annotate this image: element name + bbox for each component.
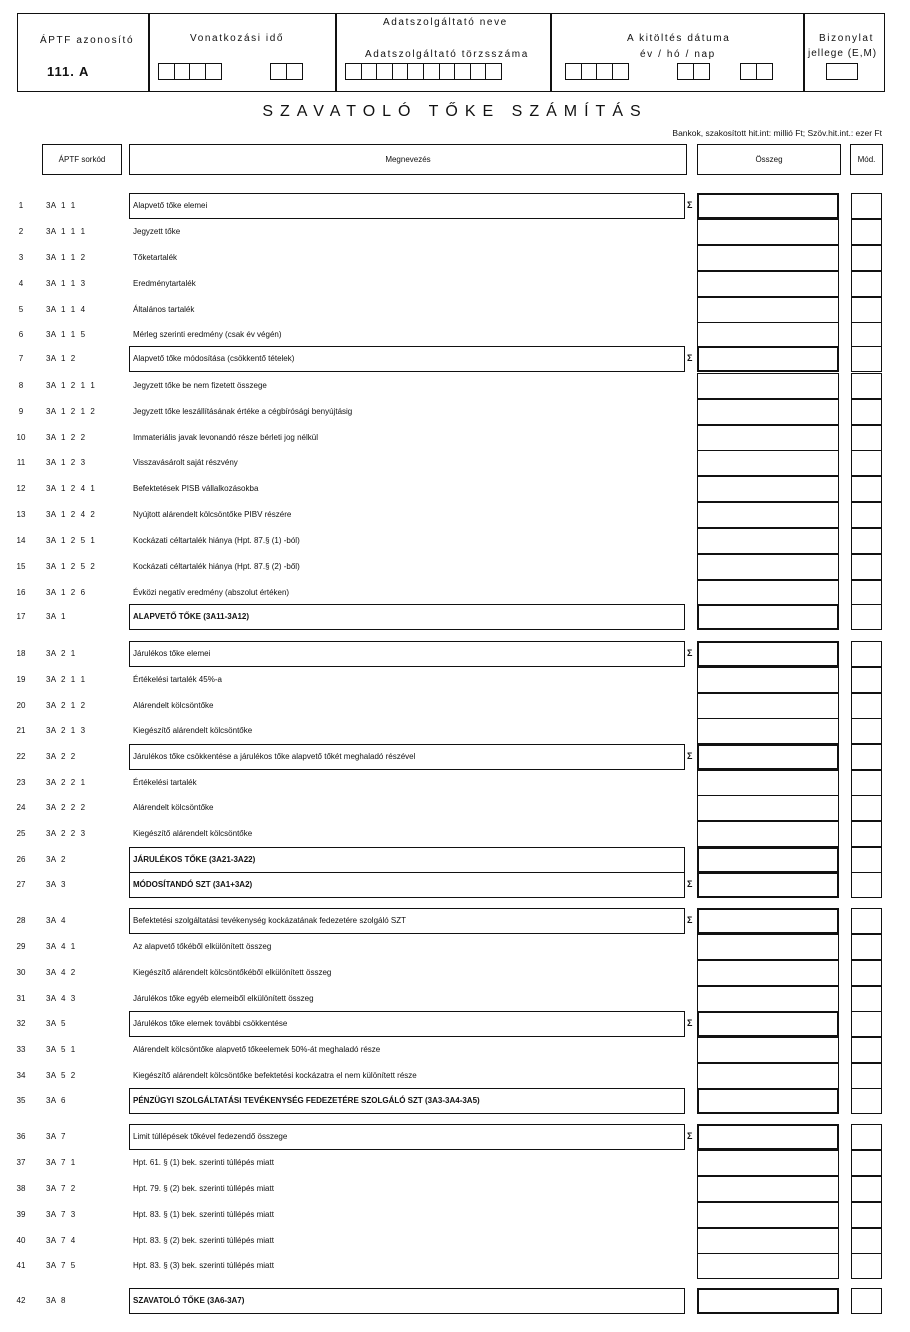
modification-field[interactable]	[851, 1063, 882, 1089]
amount-field[interactable]	[697, 373, 839, 399]
row-code: 3A 6	[46, 1096, 66, 1105]
row-label: Járulékos tőke elemek további csökkentése	[133, 1019, 288, 1028]
modification-field[interactable]	[851, 1088, 882, 1114]
row-label: Járulékos tőke egyéb elemeiből elkülönített összeg	[133, 994, 314, 1003]
row-code: 3A 7 1	[46, 1158, 76, 1167]
row-number: 27	[16, 880, 26, 889]
row-label: Alárendelt kölcsöntőke alapvető tőkeelemek 50%-át meghaladó része	[133, 1045, 381, 1054]
row-label: Kockázati céltartalék hiánya (Hpt. 87.§ (2) -ből)	[133, 562, 300, 571]
row-label: Járulékos tőke csökkentése a járulékos tőke alapvető tőkét meghaladó részével	[133, 752, 416, 761]
row-code: 3A 1 2 4 2	[46, 510, 96, 519]
row-number: 5	[18, 305, 24, 314]
amount-field[interactable]	[697, 604, 839, 630]
row-label: Alapvető tőke elemei	[133, 201, 208, 210]
modification-field[interactable]	[851, 346, 882, 372]
row-number: 38	[16, 1184, 26, 1193]
sigma-icon: Σ	[687, 879, 693, 889]
row-label: Befektetési szolgáltatási tevékenység kockázatának fedezetére szolgáló SZT	[133, 916, 407, 925]
row-code: 3A 7 2	[46, 1184, 76, 1193]
row-code: 3A 5 2	[46, 1071, 76, 1080]
modification-field[interactable]	[851, 1150, 882, 1176]
row-number: 35	[16, 1096, 26, 1105]
row-code: 3A 1 1 3	[46, 279, 86, 288]
provider-id-cells[interactable]	[345, 63, 501, 80]
row-number: 17	[16, 612, 26, 621]
modification-field[interactable]	[851, 1124, 882, 1150]
row-code: 3A 2 2 2	[46, 803, 86, 812]
row-number: 42	[16, 1296, 26, 1305]
row-label: Kiegészítő alárendelt kölcsöntőkéből elkülönített összeg	[133, 968, 332, 977]
reference-period-cells[interactable]	[158, 63, 220, 80]
row-name-box	[129, 193, 685, 219]
amount-field[interactable]	[697, 322, 839, 348]
row-code: 3A 1 1 2	[46, 253, 86, 262]
row-label: Értékelési tartalék	[133, 778, 197, 787]
modification-field[interactable]	[851, 193, 882, 219]
document-type-label: Bizonylat	[819, 33, 874, 44]
provider-id-label: Adatszolgáltató törzsszáma	[365, 49, 529, 60]
amount-field[interactable]	[697, 744, 839, 770]
period-year-cell[interactable]	[158, 63, 175, 80]
amount-field[interactable]	[697, 502, 839, 528]
row-number: 15	[16, 562, 26, 571]
amount-field[interactable]	[697, 1063, 839, 1089]
row-code: 3A 7 4	[46, 1236, 76, 1245]
reference-period-month-cells[interactable]	[270, 63, 301, 80]
modification-field[interactable]	[851, 476, 882, 502]
amount-field[interactable]	[697, 528, 839, 554]
row-number: 9	[18, 407, 24, 416]
period-year-cell[interactable]	[205, 63, 222, 80]
provider-id-cell[interactable]	[376, 63, 393, 80]
row-code: 3A 2 1	[46, 649, 76, 658]
amount-field[interactable]	[697, 476, 839, 502]
amount-field[interactable]	[697, 934, 839, 960]
modification-field[interactable]	[851, 641, 882, 667]
amount-field[interactable]	[697, 821, 839, 847]
row-label: Kiegészítő alárendelt kölcsöntőke	[133, 829, 253, 838]
row-label: ALAPVETŐ TŐKE (3A11-3A12)	[133, 612, 250, 621]
row-number: 14	[16, 536, 26, 545]
amount-field[interactable]	[697, 399, 839, 425]
provider-id-cell[interactable]	[407, 63, 424, 80]
amount-field[interactable]	[697, 554, 839, 580]
provider-id-cell[interactable]	[454, 63, 471, 80]
modification-field[interactable]	[851, 1288, 882, 1314]
row-code: 3A 2 1 2	[46, 701, 86, 710]
modification-field[interactable]	[851, 1037, 882, 1063]
provider-name-label: Adatszolgáltató neve	[383, 17, 508, 28]
modification-field[interactable]	[851, 1011, 882, 1037]
row-number: 3	[18, 253, 24, 262]
row-number: 6	[18, 330, 24, 339]
modification-field[interactable]	[851, 934, 882, 960]
provider-id-cell[interactable]	[361, 63, 378, 80]
modification-field[interactable]	[851, 847, 882, 873]
amount-field[interactable]	[697, 1011, 839, 1037]
row-code: 3A 4	[46, 916, 66, 925]
sigma-icon: Σ	[687, 915, 693, 925]
modification-field[interactable]	[851, 1202, 882, 1228]
row-number: 13	[16, 510, 26, 519]
modification-field[interactable]	[851, 297, 882, 323]
modification-field[interactable]	[851, 693, 882, 719]
row-code: 3A 1 2 5 1	[46, 536, 96, 545]
date-day-cell[interactable]	[756, 63, 773, 80]
row-code: 3A 4 2	[46, 968, 76, 977]
row-label: Hpt. 83. § (2) bek. szerinti túllépés miatt	[133, 1236, 274, 1245]
amount-field[interactable]	[697, 641, 839, 667]
period-month-cell[interactable]	[270, 63, 287, 80]
amount-field[interactable]	[697, 960, 839, 986]
row-label: Évközi negatív eredmény (abszolut értéken)	[133, 588, 290, 597]
row-label: Immateriális javak levonandó része bérleti jog nélkül	[133, 433, 318, 442]
amount-field[interactable]	[697, 297, 839, 323]
date-month-cell[interactable]	[677, 63, 694, 80]
modification-field[interactable]	[851, 580, 882, 606]
sigma-icon: Σ	[687, 353, 693, 363]
amount-field[interactable]	[697, 795, 839, 821]
modification-field[interactable]	[851, 795, 882, 821]
period-year-cell[interactable]	[174, 63, 191, 80]
row-label: Alapvető tőke módosítása (csökkentő tételek)	[133, 354, 295, 363]
column-header-name: Megnevezés	[129, 144, 687, 175]
row-label: Hpt. 83. § (3) bek. szerinti túllépés miatt	[133, 1261, 274, 1270]
amount-field[interactable]	[697, 667, 839, 693]
sigma-icon: Σ	[687, 1131, 693, 1141]
amount-field[interactable]	[697, 718, 839, 744]
row-label: MÓDOSÍTANDÓ SZT (3A1+3A2)	[133, 880, 253, 889]
date-year-cell[interactable]	[612, 63, 629, 80]
amount-field[interactable]	[697, 1288, 839, 1314]
modification-field[interactable]	[851, 1176, 882, 1202]
column-header-mod: Mód.	[850, 144, 883, 175]
provider-id-cell[interactable]	[485, 63, 502, 80]
row-number: 31	[16, 994, 26, 1003]
amount-field[interactable]	[697, 693, 839, 719]
row-number: 26	[16, 855, 26, 864]
unit-note: Bankok, szakosított hit.int: millió Ft; Szöv.hit.int.: ezer Ft	[672, 128, 882, 138]
row-number: 28	[16, 916, 26, 925]
amount-field[interactable]	[697, 1088, 839, 1114]
date-month-cell[interactable]	[693, 63, 710, 80]
row-code: 3A 2 1 3	[46, 726, 86, 735]
modification-field[interactable]	[851, 245, 882, 271]
row-number: 18	[16, 649, 26, 658]
amount-field[interactable]	[697, 908, 839, 934]
modification-field[interactable]	[851, 604, 882, 630]
row-code: 3A 4 3	[46, 994, 76, 1003]
amount-field[interactable]	[697, 450, 839, 476]
amount-field[interactable]	[697, 1176, 839, 1202]
modification-field[interactable]	[851, 450, 882, 476]
row-code: 3A 7 3	[46, 1210, 76, 1219]
modification-field[interactable]	[851, 960, 882, 986]
row-label: Hpt. 83. § (1) bek. szerinti túllépés miatt	[133, 1210, 274, 1219]
row-number: 11	[16, 458, 26, 467]
row-number: 34	[16, 1071, 26, 1080]
modification-field[interactable]	[851, 502, 882, 528]
date-day-cell[interactable]	[740, 63, 757, 80]
row-code: 3A 3	[46, 880, 66, 889]
amount-field[interactable]	[697, 219, 839, 245]
document-type-cells[interactable]	[826, 63, 857, 80]
modification-field[interactable]	[851, 667, 882, 693]
modification-field[interactable]	[851, 425, 882, 451]
page-title: SZAVATOLÓ TŐKE SZÁMÍTÁS	[262, 103, 648, 120]
amount-field[interactable]	[697, 847, 839, 873]
row-number: 36	[16, 1132, 26, 1141]
row-code: 3A 1	[46, 612, 66, 621]
row-label: Jegyzett tőke be nem fizetett összege	[133, 381, 267, 390]
date-year-cell[interactable]	[565, 63, 582, 80]
modification-field[interactable]	[851, 718, 882, 744]
header-divider	[803, 13, 805, 92]
row-number: 16	[16, 588, 26, 597]
amount-field[interactable]	[697, 193, 839, 219]
amount-field[interactable]	[697, 872, 839, 898]
amount-field[interactable]	[697, 986, 839, 1012]
modification-field[interactable]	[851, 1253, 882, 1279]
column-header-code: ÁPTF sorkód	[42, 144, 122, 175]
amount-field[interactable]	[697, 770, 839, 796]
row-code: 3A 2 2	[46, 752, 76, 761]
header-divider	[550, 13, 552, 92]
amount-field[interactable]	[697, 425, 839, 451]
row-label: Jegyzett tőke	[133, 227, 181, 236]
date-year-cells[interactable]	[565, 63, 627, 80]
modification-field[interactable]	[851, 528, 882, 554]
row-label: SZAVATOLÓ TŐKE (3A6-3A7)	[133, 1296, 245, 1305]
row-name-box	[129, 641, 685, 667]
amount-field[interactable]	[697, 271, 839, 297]
sigma-icon: Σ	[687, 1018, 693, 1028]
row-label: Nyújtott alárendelt kölcsöntőke PIBV részére	[133, 510, 292, 519]
row-label: Hpt. 79. § (2) bek. szerinti túllépés miatt	[133, 1184, 274, 1193]
row-code: 3A 1 1 1	[46, 227, 86, 236]
row-code: 3A 2 1 1	[46, 675, 86, 684]
header-divider	[148, 13, 150, 92]
row-label: Befektetések PISB vállalkozásokba	[133, 484, 259, 493]
date-month-cells[interactable]	[677, 63, 708, 80]
completion-date-format: év / hó / nap	[640, 49, 716, 60]
row-number: 7	[18, 354, 24, 363]
row-number: 40	[16, 1236, 26, 1245]
row-code: 3A 2	[46, 855, 66, 864]
row-label: JÁRULÉKOS TŐKE (3A21-3A22)	[133, 855, 256, 864]
row-label: Általános tartalék	[133, 305, 195, 314]
row-label: Kiegészítő alárendelt kölcsöntőke befektetési kockázatra el nem különített része	[133, 1071, 417, 1080]
sigma-icon: Σ	[687, 648, 693, 658]
row-label: Jegyzett tőke leszállításának értéke a cégbírósági benyújtásig	[133, 407, 353, 416]
row-code: 3A 1 2 1 1	[46, 381, 96, 390]
period-year-cell[interactable]	[189, 63, 206, 80]
row-code: 3A 1 2 5 2	[46, 562, 96, 571]
row-code: 3A 7 5	[46, 1261, 76, 1270]
row-number: 21	[16, 726, 26, 735]
row-number: 8	[18, 381, 24, 390]
row-code: 3A 1 2 1 2	[46, 407, 96, 416]
row-number: 1	[18, 201, 24, 210]
row-number: 4	[18, 279, 24, 288]
row-number: 33	[16, 1045, 26, 1054]
provider-id-cell[interactable]	[423, 63, 440, 80]
modification-field[interactable]	[851, 554, 882, 580]
modification-field[interactable]	[851, 908, 882, 934]
provider-id-cell[interactable]	[470, 63, 487, 80]
row-code: 3A 1 2 3	[46, 458, 86, 467]
period-month-cell[interactable]	[286, 63, 303, 80]
row-number: 41	[16, 1261, 26, 1270]
provider-id-cell[interactable]	[439, 63, 456, 80]
row-number: 10	[16, 433, 26, 442]
completion-date-label: A kitöltés dátuma	[627, 33, 731, 44]
amount-field[interactable]	[697, 580, 839, 606]
row-label: Az alapvető tőkéből elkülönített összeg	[133, 942, 272, 951]
modification-field[interactable]	[851, 744, 882, 770]
reference-period-label: Vonatkozási idő	[190, 33, 285, 44]
date-day-cells[interactable]	[740, 63, 771, 80]
row-label: Kockázati céltartalék hiánya (Hpt. 87.§ (1) -ból)	[133, 536, 300, 545]
modification-field[interactable]	[851, 219, 882, 245]
modification-field[interactable]	[851, 373, 882, 399]
row-label: Alárendelt kölcsöntőke	[133, 803, 214, 812]
row-label: Visszavásárolt saját részvény	[133, 458, 238, 467]
row-label: Kiegészítő alárendelt kölcsöntőke	[133, 726, 253, 735]
column-header-amount: Összeg	[697, 144, 841, 175]
modification-field[interactable]	[851, 986, 882, 1012]
modification-field[interactable]	[851, 872, 882, 898]
amount-field[interactable]	[697, 1037, 839, 1063]
document-type-cell[interactable]	[826, 63, 858, 80]
row-number: 37	[16, 1158, 26, 1167]
row-code: 3A 1 1 5	[46, 330, 86, 339]
row-code: 3A 5	[46, 1019, 66, 1028]
row-code: 3A 7	[46, 1132, 66, 1141]
amount-field[interactable]	[697, 1124, 839, 1150]
amount-field[interactable]	[697, 1150, 839, 1176]
modification-field[interactable]	[851, 1228, 882, 1254]
date-year-cell[interactable]	[596, 63, 613, 80]
row-number: 24	[16, 803, 26, 812]
row-code: 3A 1 2 6	[46, 588, 86, 597]
row-number: 2	[18, 227, 24, 236]
modification-field[interactable]	[851, 770, 882, 796]
row-number: 32	[16, 1019, 26, 1028]
row-code: 3A 1 1 4	[46, 305, 86, 314]
aptf-id-value: 111. A	[47, 64, 90, 79]
row-code: 3A 4 1	[46, 942, 76, 951]
header-divider	[335, 13, 337, 92]
sigma-icon: Σ	[687, 751, 693, 761]
row-label: Alárendelt kölcsöntőke	[133, 701, 214, 710]
row-code: 3A 5 1	[46, 1045, 76, 1054]
row-label: Járulékos tőke elemei	[133, 649, 211, 658]
amount-field[interactable]	[697, 1202, 839, 1228]
row-code: 3A 1 1	[46, 201, 76, 210]
date-year-cell[interactable]	[581, 63, 598, 80]
row-code: 3A 2 2 3	[46, 829, 86, 838]
modification-field[interactable]	[851, 271, 882, 297]
amount-field[interactable]	[697, 346, 839, 372]
row-number: 39	[16, 1210, 26, 1219]
row-number: 19	[16, 675, 26, 684]
provider-id-cell[interactable]	[345, 63, 362, 80]
row-number: 29	[16, 942, 26, 951]
amount-field[interactable]	[697, 245, 839, 271]
row-code: 3A 1 2 2	[46, 433, 86, 442]
provider-id-cell[interactable]	[392, 63, 409, 80]
row-code: 3A 2 2 1	[46, 778, 86, 787]
row-number: 22	[16, 752, 26, 761]
document-type-label-2: jellege (E,M)	[808, 48, 878, 59]
row-label: Mérleg szerinti eredmény (csak év végén)	[133, 330, 282, 339]
row-number: 30	[16, 968, 26, 977]
modification-field[interactable]	[851, 821, 882, 847]
row-code: 3A 8	[46, 1296, 66, 1305]
row-number: 25	[16, 829, 26, 838]
row-label: Értékelési tartalék 45%-a	[133, 675, 222, 684]
row-label: Tőketartalék	[133, 253, 178, 262]
row-code: 3A 1 2	[46, 354, 76, 363]
aptf-id-label: ÁPTF azonosító	[40, 35, 135, 46]
row-label: Limit túllépések tőkével fedezendő összege	[133, 1132, 288, 1141]
row-number: 12	[16, 484, 26, 493]
modification-field[interactable]	[851, 399, 882, 425]
row-label: PÉNZÜGYI SZOLGÁLTATÁSI TEVÉKENYSÉG FEDEZETÉRE SZOLGÁLÓ SZT (3A3-3A4-3A5)	[133, 1096, 480, 1105]
row-label: Hpt. 61. § (1) bek. szerinti túllépés miatt	[133, 1158, 274, 1167]
amount-field[interactable]	[697, 1228, 839, 1254]
row-number: 23	[16, 778, 26, 787]
sigma-icon: Σ	[687, 200, 693, 210]
row-label: Eredménytartalék	[133, 279, 196, 288]
modification-field[interactable]	[851, 322, 882, 348]
amount-field[interactable]	[697, 1253, 839, 1279]
row-code: 3A 1 2 4 1	[46, 484, 96, 493]
row-number: 20	[16, 701, 26, 710]
